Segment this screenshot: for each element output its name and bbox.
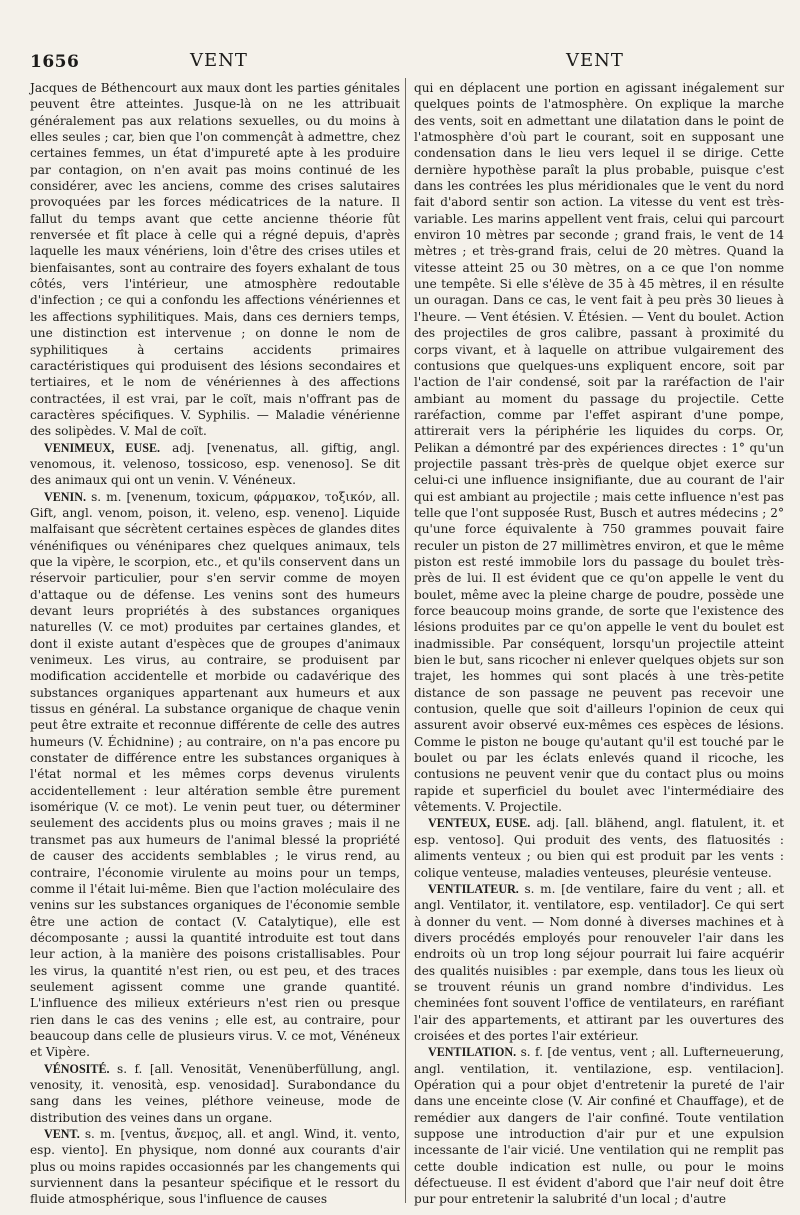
- right-column: [414, 80, 784, 1208]
- headword: VENTEUX, EUSE.: [428, 816, 531, 831]
- entry-venin: [30, 489, 400, 1061]
- headword: VENTILATEUR.: [428, 881, 519, 896]
- left-column: [30, 80, 400, 1208]
- continuation-text: qui en déplacent une portion en agissant inégalement sur quelques points de l'atmosphère. On explique la marche des vents, soit en admettant une dilatation dans le point de l'atmosphère d'où part le courant, soit en supposant une condensation dans le lieu vers lequel il se dirige. Cette dernière hypothèse paraît la plus probable, puisque c'est dans les contrées les plus méridionales que le vent du nord fait d'abord sentir son action. La vitesse du vent est très-variable. Les marins appellent vent frais, celui qui parcourt environ 10 mètres par seconde ; grand frais, le vent de 14 mètres ; et très-grand frais, celui de 20 mètres. Quand la vitesse atteint 25 ou 30 mètres, on a ce que l'on nomme une tempête. Si elle s'élève de 35 à 45 mètres, il en résulte un ouragan. Dans ce cas, le vent fait à peu près 30 lieues à l'heure. — Vent étésien. V. Étésien. — Vent du boulet. Action des projectiles de gros calibre, passant à proximité du corps vivant, et à laquelle on attribue vulgairement des contusions que quelques-uns expliquent encore, soit par l'action de l'air condensé, soit par la raréfaction de l'air ambiant au moment du passage du projectile. Cette raréfaction, comme par l'effet aspirant d'une pompe, attirerait vers la périphérie les liquides du corps. Or, Pelikan a démontré par des expériences directes : 1° qu'un projectile passant très-près de quelque objet exerce sur celui-ci une influence insignifiante, due au courant de l'air qui est ambiant au projectile ; mais cette influence n'est pas telle que l'ont supposée Rust, Busch et autres médecins ; 2° qu'une force équivalente à 750 grammes pouvait faire reculer un piston de 27 millimètres environ, et que le même piston est resté immobile lors du passage du boulet très-près de lui. Il est évident que ce qu'on appelle le vent du boulet, même avec la pleine charge de poudre, possède une force beaucoup moins grande, de sorte que l'existence des lésions produites par ce qu'on appelle le vent du boulet est inadmissible. Par conséquent, lorsqu'un projectile atteint bien le but, sans ricocher ni enlever quelques objets sur son trajet, les hommes qui sont placés à une très-petite distance de son passage ne peuvent pas recevoir une contusion, quelle que soit d'ailleurs l'opinion de ceux qui assurent avoir observé eux-mêmes ces espèces de lésions. Comme le piston ne bouge qu'autant qu'il est touché par le boulet ou par les éclats enlevés quand il ricoche, les contusions ne peuvent venir que du contact plus ou moins rapide et superficiel du boulet avec l'intermédiaire des vêtements. V. Projectile.: [414, 81, 784, 815]
- headword: VENT.: [44, 1127, 80, 1141]
- page-number: 1656: [30, 52, 80, 72]
- entry-text: s. m. [ventus, ἄνεμος, all. et angl. Wind, it. vento, esp. viento]. En physique, nom donné aux courants d'air plus ou moins rapides occasionnés par les changements qui surviennent dans la pesanteur spécifique et le ressort du fluide atmosphérique, sous l'influence de causes: [30, 1127, 400, 1207]
- entry-text: s. f. [all. Venosität, Venenüberfüllung, angl. venosity, it. venosità, esp. venosidad]. Surabondance du sang dans les veines, pléthore veineuse, mode de distribution des veines dans un organe.: [30, 1061, 400, 1125]
- headword: VENTILATION.: [428, 1045, 517, 1060]
- continuation-text: Jacques de Béthencourt aux maux dont les parties génitales peuvent être atteintes. Jusque-là on ne les attribuait généralement pas aux relations sexuelles, ou du moins à elles seules ; car, bien que l'on commençât à admettre, chez certaines femmes, un état d'impureté apte à les produire par contagion, on n'en avait pas moins continué de les considérer, avec les anciens, comme des crises salutaires provoquées par les forces médicatrices de la nature. Il fallut du temps avant que cette ancienne théorie fût renversée et fît place à celle qui a régné depuis, d'après laquelle les maux vénériens, loin d'être des crises utiles et bienfaisantes, sont au contraire des foyers exhalant de tous côtés, vers l'intérieur, une atmosphère redoutable d'infection ; ce qui a confondu les affections vénériennes et les affections syphilitiques. Mais, dans ces derniers temps, une distinction est intervenue ; on donne le nom de syphilitiques à certains accidents primaires caractéristiques qui produisent des lésions secondaires et tertiaires, et le nom de vénériennes à des affections contractées, il est vrai, par le coït, mais n'offrant pas de caractères spécifiques. V. Syphilis. — Maladie vénérienne des solipèdes. V. Mal de coït.: [30, 81, 400, 439]
- entry-venosite: [30, 1061, 400, 1126]
- headword: VENIMEUX, EUSE.: [44, 440, 161, 455]
- entry-text: adj. [venenatus, all. giftig, angl. venomous, it. velenoso, tossicoso, esp. venenoso]. Se dit des animaux qui ont un venin. V. Vénéneux.: [30, 440, 400, 488]
- entry-text: s. m. [de ventilare, faire du vent ; all. et angl. Ventilator, it. ventilatore, esp. ventilador]. Ce qui sert à donner du vent. — Nom donné à diverses machines et à divers procédés employés pour renouveler l'air dans les endroits où un trop long séjour pourrait lui faire acquérir des qualités nuisibles : par exemple, dans tous les lieux où se trouvent réunis un grand nombre d'individus. Les cheminées font souvent l'office de ventilateurs, en raréfiant l'air des appartements, et attirant par les ouvertures des croisées et des portes l'air extérieur.: [414, 881, 784, 1043]
- entry-venimeux: [30, 440, 400, 489]
- page-header: [0, 50, 800, 78]
- entry-venteux: [414, 815, 784, 880]
- entry-text: adj. [all. blähend, angl. flatulent, it. et esp. ventoso]. Qui produit des vents, des flatuosités : aliments venteux ; ou bien qui est produit par les vents : colique venteuse, maladies venteuses, pleurésie venteuse.: [414, 816, 784, 880]
- headword: VENIN.: [44, 489, 86, 504]
- headword: VÉNOSITÉ.: [44, 1061, 110, 1076]
- entry-vent: [30, 1126, 400, 1208]
- left-running-head: VENT: [190, 50, 248, 71]
- entry-text: s. m. [venenum, toxicum, φάρμακον, τοξικόν, all. Gift, angl. venom, poison, it. veleno, esp. veneno]. Liquide malfaisant que sécrètent certaines espèces de glandes dites vénénifiques ou vénénipares chez quelques animaux, tels que la vipère, le scorpion, etc., et qu'ils conservent dans un réservoir particulier, pour s'en servir comme de moyen d'attaque ou de défense. Les venins sont des humeurs devant leurs propriétés à des substances organiques naturelles (V. ce mot) produites par certaines glandes, et dont il existe autant d'espèces que de groupes d'animaux venimeux. Les virus, au contraire, se produisent par modification accidentelle et morbide ou cadavérique des substances organiques appartenant aux humeurs et aux tissus en général. La substance organique de chaque venin peut être extraite et reconnue différente de celle des autres humeurs (V. Échidnine) ; au contraire, on n'a pas encore pu constater de différence entre les substances organiques à l'état normal et les mêmes corps devenus virulents accidentellement : leur altération semble être purement isomérique (V. ce mot). Le venin peut tuer, ou déterminer seulement des accidents plus ou moins graves ; mais il ne transmet pas aux humeurs de l'animal blessé la propriété de causer des accidents semblables ; le virus rend, au contraire, l'économie virulente au moins pour un temps, comme il l'était lui-même. Bien que l'action moléculaire des venins sur les substances organiques de l'économie semble être une action de contact (V. Catalytique), elle est décomposante ; aussi la quantité introduite est tout dans leur action, à la manière des poisons cristallisables. Pour les virus, la quantité n'est rien, ou est peu, et des traces seulement agissent comme une grande quantité. L'influence des milieux extérieurs n'est rien ou presque rien dans le cas des venins ; elle est, au contraire, pour beaucoup dans celle de plusieurs virus. V. ce mot, Vénéneux et Vipère.: [30, 489, 400, 1060]
- column-divider: [405, 78, 406, 1203]
- entry-ventilateur: [414, 881, 784, 1044]
- entry-text: s. f. [de ventus, vent ; all. Lufterneuerung, angl. ventilation, it. ventilazione, esp. ventilacion]. Opération qui a pour objet d'entretenir la pureté de l'air dans une enceinte close (V. Air confiné et Chauffage), et de remédier aux dangers de l'air confiné. Toute ventilation suppose une introduction d'air pur et une expulsion incessante de l'air vicié. Une ventilation qui ne remplit pas cette double indication est nulle, ou pour le moins défectueuse. Il est évident d'abord que l'air neuf doit être pur pour entretenir la salubrité d'un local ; d'autre: [414, 1045, 784, 1207]
- right-running-head: VENT: [566, 50, 624, 71]
- entry-ventilation: [414, 1044, 784, 1207]
